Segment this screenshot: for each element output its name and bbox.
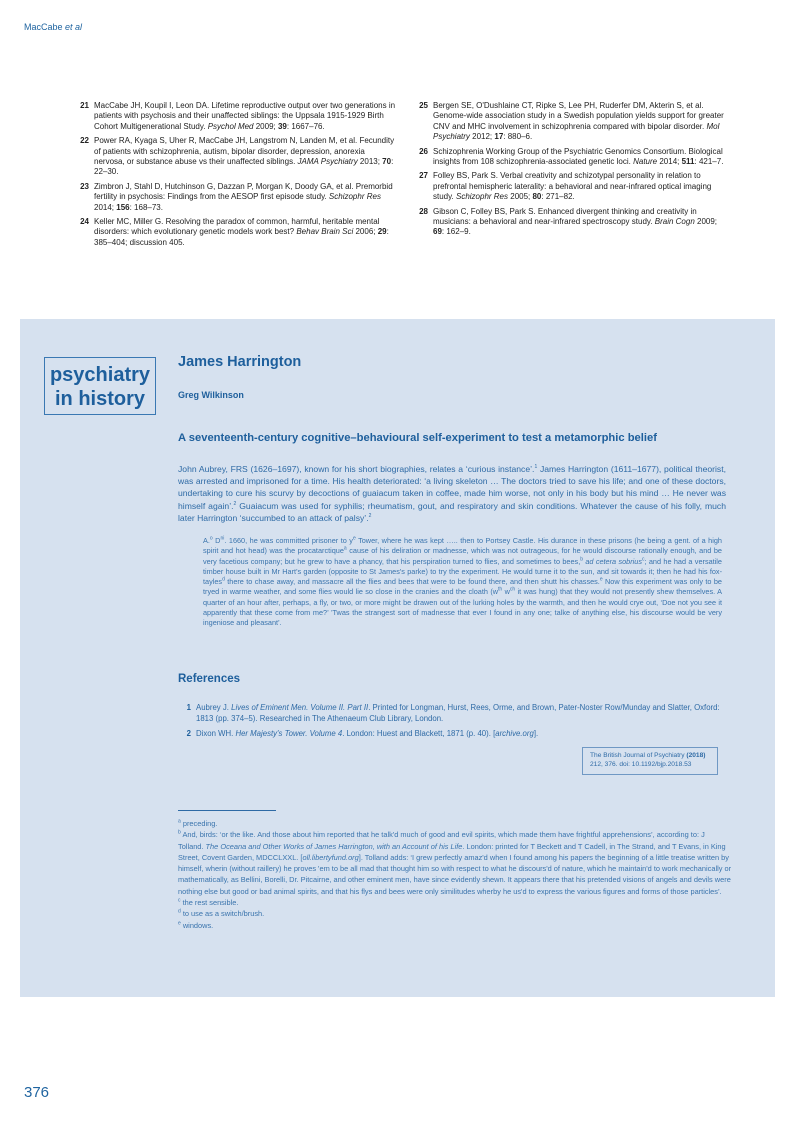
- reference-item: 28 Gibson C, Folley BS, Park S. Enhanced divergent thinking and creativity in musicians: a behavioral and near-infrared spectroscopy study. Brain Cogn 2009; 69: 162–9.: [419, 206, 718, 237]
- references-column-right: [409, 101, 727, 242]
- author-name: Greg Wilkinson: [178, 390, 244, 400]
- archive-link[interactable]: archive.org: [495, 728, 534, 738]
- reference-item: 25 Bergen SE, O'Dushlaine CT, Ripke S, Lee PH, Ruderfer DM, Akterin S, et al. Genome-wide association study in a Swedish population yields support for greater CNV and MHC involvement in schizophrenia compared with bipolar disorder. Mol Psychiatry 2012; 17: 880–6.: [419, 101, 724, 142]
- article-references: [172, 703, 737, 743]
- reference-item: 1 Aubrey J. Lives of Eminent Men. Volume II. Part II. Printed for Longman, Hurst, Rees, Orme, and Brown, Pater-Noster Row/Munday and Slatter, Oxford: 1813 (pp. 374–5). Researched in The Athenaeum Club Library, London.: [186, 703, 720, 723]
- lead-paragraph: John Aubrey, FRS (1626–1697), known for his short biographies, relates a ‘curious instance’.$^1$ James Harrington (1611–1677), political theorist, was arrested and imprisoned for a time. His health deteriorated: ‘a living skeleton … The doctors tried to save his life; and one of these doctors, undertaking to cure his scurvy by decoctions of guaiacum taken in coffee, made him worse, not only in his body but his mind … He never was himself again’.$^2$ Guaiacum was used for syphilis; rheumatism, gout, and respiratory and skin conditions. Whatever the cause of his folly, much later Harrington ‘succumbed to an attack of palsy’.$^2$: [178, 464, 726, 523]
- footnote-b: $^b$ And, birds: ‘or the like. And those about him reported that he talk'd much of good and evil spirits, which made them have frightful apprehensions’, according to: J Tolland. The Oceana and Other Works of James Harrington, with an Account of his Life. London: printed for T Beckett and T Cadell, in The Strand, and T Evans, in King Street, Covent Garden, MDCCLXXL. [oll.libertyfund.org]. Tolland adds: ‘I grew perfectly amaz'd when I found among his papers the beginning of a little treatise written by himself, wherin (without raillery) he proves 'em to be all mad that thought him so with respect to what he discours'd of nature, which he maintain'd to work mechanically or mathematically, as Bellini, Borelli, Dr. Pitcairne, and other eminent men, have since evidently shewn. It appears there that his pretended visions of angels and devils were nothing else but good or bad animal spirits, and that his flys and bees were only similitudes wherby he us'd to express the various figures and forms of those particles’.: [178, 829, 732, 896]
- psychiatry-in-history-panel: [20, 319, 775, 997]
- journal-citation-box: The British Journal of Psychiatry (2018) 212, 376. doi: 10.1192/bjp.2018.53: [582, 747, 718, 775]
- article-title: James Harrington: [178, 354, 302, 370]
- reference-item: 27 Folley BS, Park S. Verbal creativity and schizotypal personality in relation to prefrontal hemispheric laterality: a behavioral and near-infrared optical imaging study. Schizophr Res 2005; 80: 271–82.: [419, 171, 712, 202]
- reference-item: 22 Power RA, Kyaga S, Uher R, MacCabe JH, Langstrom N, Landen M, et al. Fecundity of patients with schizophrenia, autism, bipolar disorder, depression, anorexia nervosa, or substance abuse vs their unaffected siblings. JAMA Psychiatry 2013; 70: 22–30.: [80, 136, 395, 177]
- reference-item: 2 Dixon WH. Her Majesty's Tower. Volume 4. London: Huest and Blackett, 1871 (p. 40). [archive.org].: [186, 728, 539, 738]
- footnote-c: $^c$ the rest sensible.: [178, 897, 239, 908]
- article-subtitle: A seventeenth-century cognitive–behavioural self-experiment to test a metamorphic belief: [178, 432, 657, 444]
- section-badge: psychiatry in history: [44, 357, 156, 415]
- running-head: MacCabe et al: [24, 22, 83, 32]
- reference-item: 23 Zimbron J, Stahl D, Hutchinson G, Dazzan P, Morgan K, Doody GA, et al. Premorbid fertility in psychosis: Findings from the AESOP first episode study. Schizophr Res 2014; 156: 168–73.: [80, 181, 393, 212]
- reference-item: 21 MacCabe JH, Koupil I, Leon DA. Lifetime reproductive output over two generations in patients with psychosis and their unaffected siblings: the Uppsala 1915-1929 Birth Cohort Multigenerational Study. Psychol Med 2009; 39: 1667–76.: [80, 101, 396, 131]
- reference-item: 26 Schizophrenia Working Group of the Psychiatric Genomics Consortium. Biological insights from 108 schizophrenia-associated genetic loci. Nature 2014; 511: 421–7.: [419, 146, 724, 167]
- aubrey-quotation: A.$^o$ $D^{ni}$. 1660, he was committed prisoner to $y^e$ Tower, where he was kept ….. then to Portsey Castle. His durance in these prisons (he being a gent. of a high spirit and hot head) was the procatarctique$^a$ cause of his deliration or madnesse, which was not outrageous, for he would discourse rationally enough, and be very facetious company; but he grew to have a phancy, that his perspiration turned to flies, and sometimes to bees,$^b$ ad cetera sobrius$^c$; and he had a versatile timber house built in Mr Hart's garden (opposite to St James's parke) to try the experiment. He would turne it to the sun, and sit towards it; then he had his fox-tayles$^d$ there to chase away, and massacre all the flies and bees that were to be found there, and then shutt his chasses.$^e$ Now this experiment was only to be tryed in warme weather, and some flies would lie so close in the cranies and the cloath ($w^{th}$ $w^{ch}$ it was hung) that they would not presently shew themselves. A quarter of an hour after, perhaps, a fly, or two, or more might be drawen out of the lurking holes by the warmth, and then he would crye out, ‘Doe not you see it apparently that these come from me?’ 'Twas the strangest sort of madnesse that ever I found in any one; talke of anything else, his discourse would be very ingeniose and pleasant’.: [203, 535, 722, 628]
- footnote-d: $^d$ to use as a switch/brush.: [178, 908, 265, 919]
- page-number: 376: [24, 1084, 50, 1101]
- reference-item: 24 Keller MC, Miller G. Resolving the paradox of common, harmful, heritable mental disorders: which evolutionary genetic models work best? Behav Brain Sci 2006; 29: 385–404; discussion 405.: [80, 217, 389, 247]
- footnote-rule: [178, 810, 276, 811]
- footnote-a: $^a$ preceding.: [178, 818, 218, 828]
- references-heading: References: [178, 673, 241, 685]
- references-column-left: [70, 101, 396, 252]
- footnote-e: $^e$ windows.: [178, 920, 214, 930]
- footnotes: [178, 818, 732, 931]
